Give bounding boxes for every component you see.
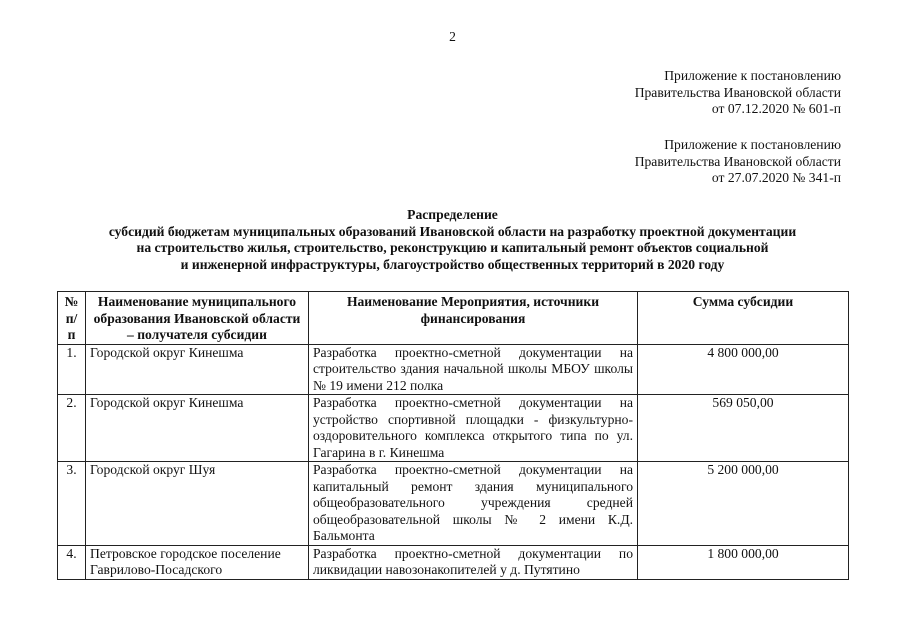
table-row: [58, 545, 849, 579]
title-line: на строительство жилья, строительство, реконструкцию и капитальный ремонт объектов социальной: [136, 240, 769, 255]
page-number: 2: [449, 29, 456, 44]
row-municipality: Городской округ Кинешма: [86, 395, 309, 462]
row-amount: 5 200 000,00: [638, 462, 849, 546]
row-activity: Разработка проектно-сметной документации на строительство здания начальной школы МБОУ школы № 19 имени 212 полка: [309, 344, 638, 395]
row-number: 1.: [58, 344, 86, 395]
appendix-line: от 07.12.2020 № 601-п: [711, 101, 841, 116]
row-activity: Разработка проектно-сметной документации на устройство спортивной площадки - физкультурно-оздоровительного комплекса открытого типа по ул. Гагарина в г. Кинешма: [309, 395, 638, 462]
row-number: 4.: [58, 545, 86, 579]
header-municipality: Наименование муниципального образования Ивановской области – получателя субсидии: [86, 292, 309, 345]
appendix-line: Приложение к постановлению: [664, 68, 841, 83]
row-municipality: Петровское городское поселение Гаврилово-Посадского: [86, 545, 309, 579]
subsidy-distribution-table: [57, 291, 849, 580]
table-row: [58, 462, 849, 546]
header-activity: Наименование Мероприятия, источники финансирования: [309, 292, 638, 345]
appendix-reference-1: [635, 68, 841, 118]
table-row: [58, 344, 849, 395]
row-amount: 569 050,00: [638, 395, 849, 462]
row-municipality: Городской округ Кинешма: [86, 344, 309, 395]
row-amount: 4 800 000,00: [638, 344, 849, 395]
row-municipality: Городской округ Шуя: [86, 462, 309, 546]
row-amount: 1 800 000,00: [638, 545, 849, 579]
row-activity: Разработка проектно-сметной документации на капитальный ремонт здания муниципального общеобразовательного учреждения средней общеобразовательной школы № 2 имени К.Д. Бальмонта: [309, 462, 638, 546]
table-row: [58, 395, 849, 462]
title-line: Распределение: [407, 207, 498, 222]
title-line: и инженерной инфраструктуры, благоустройство общественных территорий в 2020 году: [180, 256, 725, 272]
row-number: 2.: [58, 395, 86, 462]
table-header-row: [58, 292, 849, 345]
header-number: № п/п: [58, 292, 86, 345]
appendix-line: Правительства Ивановской области: [634, 153, 841, 169]
title-line: субсидий бюджетам муниципальных образований Ивановской области на разработку проектной документации: [108, 223, 797, 239]
header-amount: Сумма субсидии: [638, 292, 849, 345]
row-activity: Разработка проектно-сметной документации по ликвидации навозонакопителей у д. Путятино: [309, 545, 638, 579]
appendix-line: от 27.07.2020 № 341-п: [711, 170, 841, 185]
row-number: 3.: [58, 462, 86, 546]
appendix-line: Приложение к постановлению: [664, 137, 841, 152]
document-title: [0, 207, 905, 273]
appendix-reference-2: [635, 137, 841, 187]
appendix-line: Правительства Ивановской области: [634, 84, 841, 100]
